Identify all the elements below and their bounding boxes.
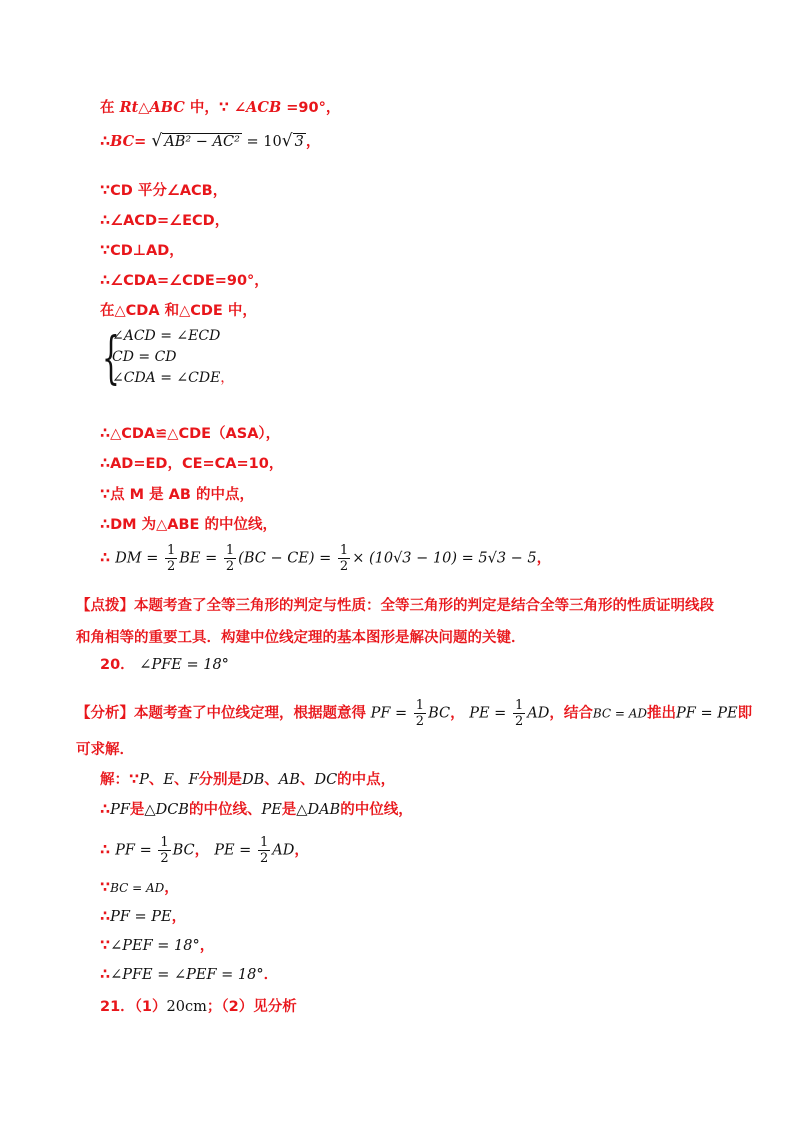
math: DC — [314, 772, 338, 788]
text: 中，∵ — [189, 100, 229, 116]
math: PF — [110, 802, 130, 818]
denominator: 2 — [259, 851, 269, 866]
math: △DCB — [144, 802, 189, 818]
numerator: 1 — [259, 835, 269, 850]
analysis-line-2 — [76, 741, 134, 759]
math: ∠PFE = 18° — [139, 657, 229, 673]
math: BC = AD — [592, 706, 648, 721]
denominator: 2 — [160, 851, 169, 866]
text: ∴DM 为△ABE 的中位线， — [100, 517, 277, 533]
math: Rt△ABC — [119, 99, 185, 116]
text: ∴AD=ED，CE=CA=10， — [100, 456, 284, 472]
math: PE = — [469, 705, 511, 722]
solution-line-6 — [100, 937, 214, 955]
text: 分别是 — [198, 772, 243, 788]
text: 、 — [264, 772, 279, 788]
brace-icon: { — [102, 326, 120, 391]
text: ， — [450, 705, 465, 722]
math: AD — [272, 842, 295, 859]
text: ∵点 M 是 AB 的中点， — [100, 487, 254, 503]
math: PE — [261, 802, 282, 818]
text: 【点拨】本题考查了全等三角形的判定与性质：全等三角形的判定是结合全等三角形的性质证明线段 — [76, 598, 714, 614]
text: ∴∠CDA=∠CDE=90°， — [100, 273, 269, 289]
line-angle-equal — [100, 212, 229, 230]
line-right-angles — [100, 272, 269, 290]
text: 和角相等的重要工具．构建中位线定理的基本图形是解决问题的关键． — [76, 630, 526, 646]
question-number: 20． — [100, 657, 135, 673]
denominator: 2 — [415, 714, 425, 729]
math: ∠PEF = 18° — [110, 938, 200, 954]
line-dm-formula — [100, 543, 551, 574]
text: 、 — [173, 772, 189, 788]
asa-conditions — [102, 326, 234, 389]
question-21-answer — [100, 998, 297, 1016]
math: PF = PE — [676, 705, 738, 722]
line-ad-ed — [100, 455, 283, 473]
text: ， — [305, 134, 321, 150]
text: ；（2）见分析 — [206, 999, 297, 1015]
solution-line-5 — [100, 908, 186, 926]
text: 在△CDA 和△CDE 中， — [100, 303, 257, 319]
text: 本题考查了中位线定理，根据题意得 — [134, 705, 366, 722]
text: ∴△CDA≌△CDE（ASA）， — [100, 426, 281, 442]
math: (BC − CE) = — [238, 550, 336, 567]
math: P — [139, 772, 149, 788]
text: ∴ — [100, 550, 111, 567]
text: 推出 — [647, 705, 677, 722]
condition-2: CD = CD — [112, 349, 177, 365]
radicand: 3 — [294, 134, 304, 150]
line-cd-bisects — [100, 182, 227, 200]
text: 即 — [737, 705, 753, 722]
math: BE = — [179, 550, 222, 567]
text: ∴ — [100, 909, 111, 925]
text: 可求解． — [76, 742, 134, 758]
numerator: 1 — [167, 543, 176, 558]
line-given-right-angle — [100, 99, 340, 117]
math: PF = — [115, 842, 157, 859]
text: ， — [164, 880, 179, 896]
math: BC — [172, 842, 195, 859]
math: BC — [428, 705, 451, 722]
math: ∠ACB — [234, 99, 282, 116]
math: BC = AD — [110, 881, 165, 895]
math: PF = — [370, 705, 412, 722]
condition-3: ∠CDA = ∠CDE — [112, 370, 221, 386]
math: ∠PFE = ∠PEF = 18° — [110, 967, 264, 983]
text: ， — [171, 909, 187, 925]
numerator: 1 — [514, 698, 524, 713]
text: 、 — [148, 772, 164, 788]
text: ∵CD 平分∠ACB， — [100, 183, 228, 199]
denominator: 2 — [339, 559, 349, 574]
math: 20cm — [166, 999, 207, 1015]
line-perpendicular — [100, 242, 184, 260]
text: ∴ — [100, 842, 111, 859]
text: ， — [199, 938, 215, 954]
math: E — [163, 772, 174, 788]
radicand: AB² − AC² — [164, 134, 240, 150]
text: ， — [194, 842, 210, 859]
math: DM = — [115, 550, 163, 567]
solution-line-4 — [100, 879, 179, 897]
math: AD — [527, 705, 550, 722]
solution-line-3 — [100, 835, 309, 866]
text: 在 — [100, 100, 115, 116]
solution-line-1 — [100, 771, 395, 789]
denominator: 2 — [514, 714, 524, 729]
analysis-line-1 — [76, 698, 752, 729]
line-midpoint — [100, 486, 254, 504]
line-bc-value — [100, 132, 320, 151]
denominator: 2 — [167, 559, 176, 574]
tip-line-2 — [76, 629, 526, 647]
equals: = 10 — [241, 134, 282, 150]
text: ，结合 — [549, 705, 593, 722]
text: ∴ — [100, 802, 111, 818]
line-midline — [100, 516, 277, 534]
text: 的中位线、 — [188, 802, 262, 818]
text: 、 — [299, 772, 315, 788]
text: ∵ — [100, 880, 111, 896]
solution-line-7 — [100, 966, 278, 984]
text: = — [134, 134, 147, 150]
numerator: 1 — [339, 543, 349, 558]
condition-1: ∠ACD = ∠ECD — [112, 328, 221, 344]
denominator: 2 — [225, 559, 235, 574]
text: ， — [220, 370, 235, 386]
math: AB — [278, 772, 300, 788]
analysis-label: 【分析】 — [76, 705, 134, 722]
text: =90°， — [286, 100, 341, 116]
numerator: 1 — [225, 543, 235, 558]
question-20-answer — [100, 656, 229, 674]
math: BC — [110, 133, 135, 150]
text: 21．（1） — [100, 999, 167, 1015]
text: ， — [294, 842, 309, 859]
sqrt-expression: √ AB² − AC² = 10√ 3 — [151, 131, 304, 151]
text: ∴∠ACD=∠ECD， — [100, 213, 230, 229]
text: ， — [536, 550, 552, 567]
math: △DAB — [296, 802, 341, 818]
math: PE = — [214, 842, 256, 859]
line-congruent — [100, 425, 280, 443]
tip-line-1 — [76, 597, 714, 615]
text: ． — [263, 967, 279, 983]
text: ∵ — [100, 938, 111, 954]
text: 是 — [129, 802, 145, 818]
text: 是 — [281, 802, 297, 818]
math: DB — [242, 772, 265, 788]
numerator: 1 — [415, 698, 425, 713]
text: ∴ — [100, 967, 111, 983]
math: × (10√3 − 10) = 5√3 − 5 — [352, 550, 537, 567]
math: F — [188, 772, 199, 788]
text: ∵CD⊥AD， — [100, 243, 184, 259]
solution-line-2 — [100, 801, 413, 819]
text: ∴ — [100, 134, 111, 150]
line-in-triangles — [100, 302, 257, 320]
numerator: 1 — [160, 835, 169, 850]
math: PF = PE — [110, 909, 172, 925]
text: 的中位线， — [340, 802, 413, 818]
text: 的中点， — [337, 772, 396, 788]
text: 解：∵ — [100, 772, 140, 788]
